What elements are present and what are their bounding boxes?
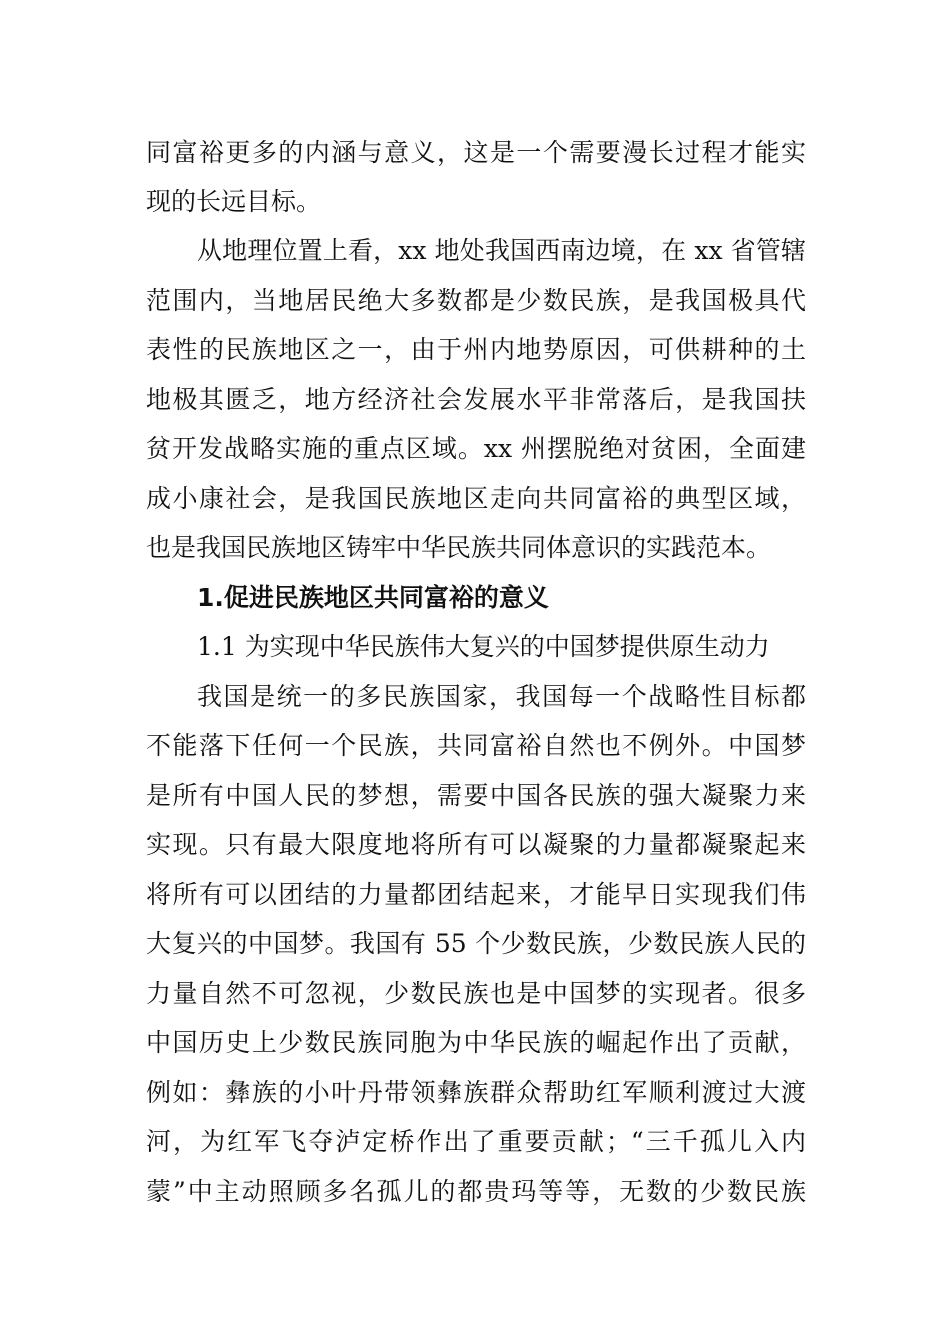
paragraph-line: 我国是统一的多民族国家，我国每一个战略性目标都: [197, 682, 806, 711]
paragraph-line: 实现。只有最大限度地将所有可以凝聚的力量都凝聚起来: [146, 830, 806, 859]
subsection-heading: 1.1 为实现中华民族伟大复兴的中国梦提供原生动力: [197, 632, 770, 661]
paragraph-line: 力量自然不可忽视，少数民族也是中国梦的实现者。很多: [146, 979, 806, 1008]
paragraph-line: 贫开发战略实施的重点区域。xx 州摆脱绝对贫困，全面建: [146, 434, 806, 463]
paragraph-line: 蒙”中主动照顾多名孤儿的都贵玛等等，无数的少数民族: [146, 1177, 806, 1206]
section-heading: 1.促进民族地区共同富裕的意义: [197, 583, 549, 612]
paragraph-line: 大复兴的中国梦。我国有 55 个少数民族，少数民族人民的: [146, 929, 806, 958]
paragraph-line: 范围内，当地居民绝大多数都是少数民族，是我国极具代: [146, 286, 806, 315]
paragraph-line: 是所有中国人民的梦想，需要中国各民族的强大凝聚力来: [146, 781, 806, 810]
paragraph-line: 中国历史上少数民族同胞为中华民族的崛起作出了贡献，: [146, 1028, 806, 1057]
paragraph-line: 河，为红军飞夺泸定桥作出了重要贡献；“三千孤儿入内: [146, 1127, 806, 1156]
paragraph-line: 将所有可以团结的力量都团结起来，才能早日实现我们伟: [146, 880, 806, 909]
paragraph-line: 同富裕更多的内涵与意义，这是一个需要漫长过程才能实: [146, 138, 806, 167]
paragraph-line: 表性的民族地区之一，由于州内地势原因，可供耕种的土: [146, 335, 806, 364]
paragraph-line: 现的长远目标。: [146, 187, 322, 216]
paragraph-line: 不能落下任何一个民族，共同富裕自然也不例外。中国梦: [146, 731, 806, 760]
paragraph-line: 成小康社会，是我国民族地区走向共同富裕的典型区域，: [146, 484, 806, 513]
paragraph-line: 地极其匮乏，地方经济社会发展水平非常落后，是我国扶: [146, 385, 806, 414]
paragraph-line: 例如：彝族的小叶丹带领彝族群众帮助红军顺利渡过大渡: [146, 1078, 806, 1107]
paragraph-line: 也是我国民族地区铸牢中华民族共同体意识的实践范本。: [146, 533, 772, 562]
paragraph-line: 从地理位置上看，xx 地处我国西南边境，在 xx 省管辖: [197, 236, 806, 265]
